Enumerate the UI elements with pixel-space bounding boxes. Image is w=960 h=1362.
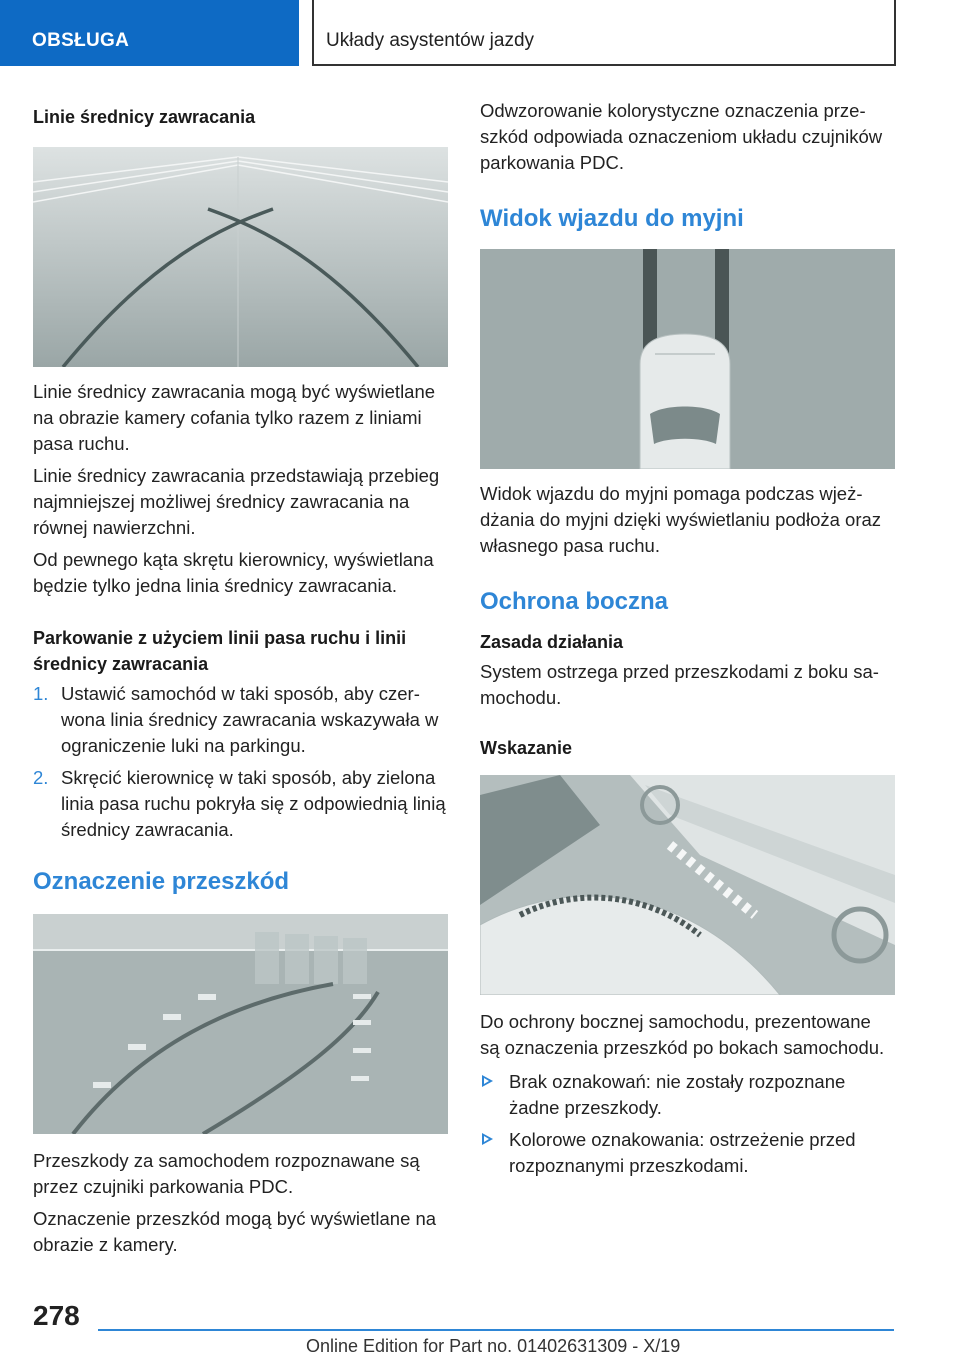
left-column: [33, 98, 448, 1258]
step-text: Ustawić samochód w taki sposób, aby czerwona linia średnicy zawracania wskazywała w ograniczenie luki na parkingu.: [61, 683, 439, 756]
marking-bullets: [480, 1069, 895, 1179]
step-number: 2.: [33, 767, 49, 788]
heading-display: Wskazanie: [480, 738, 573, 758]
heading-car-wash-view: Widok wjazdu do myjni: [480, 205, 744, 232]
page-header: [0, 0, 960, 66]
list-item: [480, 1069, 895, 1121]
chapter-title: Układy asystentów jazdy: [312, 0, 896, 66]
paragraph: Linie średnicy zawracania mogą być wyświetlane na obrazie kamery cofania tylko razem z liniami pasa ruchu.: [33, 381, 436, 454]
bullet-text: Brak oznakowań: nie zostały rozpoznane żadne przeszkody.: [509, 1071, 846, 1118]
heading-parking: Parkowanie z użyciem linii pasa ruchu i linii średnicy zawracania: [33, 628, 407, 674]
list-item: [33, 765, 448, 843]
turning-circle-figure: [33, 147, 448, 367]
car-wash-view-figure: [480, 249, 895, 469]
triangle-bullet-icon: [482, 1075, 493, 1087]
right-column: [480, 98, 895, 1179]
paragraph: Widok wjazdu do myjni pomaga podczas wjeżdżania do myjni dzięki wyświetlaniu podłoża oraz własnego pasa ruchu.: [480, 483, 882, 556]
list-item: [33, 681, 448, 759]
heading-side-protection: Ochrona boczna: [480, 588, 669, 615]
footer-edition: Online Edition for Part no. 01402631309 - X/19: [306, 1336, 681, 1356]
paragraph: Do ochrony bocznej samochodu, prezentowane są oznaczenia przeszkód po bokach samochodu.: [480, 1011, 885, 1058]
parking-steps: [33, 681, 448, 843]
paragraph: Linie średnicy zawracania przedstawiają przebieg najmniejszej możliwej średnicy zawracania na równej nawierzchni.: [33, 465, 440, 538]
obstacle-marking-figure: [33, 914, 448, 1134]
paragraph: Oznaczenie przeszkód mogą być wyświetlane na obrazie z kamery.: [33, 1208, 437, 1255]
heading-operating-principle: Zasada działania: [480, 632, 624, 652]
heading-obstacles: Oznaczenie przeszkód: [33, 868, 290, 895]
step-text: Skręcić kierownicę w taki sposób, aby zielona linia pasa ruchu pokryła się z odpowiednią linią średnicy zawracania.: [61, 767, 446, 840]
bullet-text: Kolorowe oznakowania: ostrzeżenie przed rozpoznanymi przeszkodami.: [509, 1129, 856, 1176]
paragraph: Odwzorowanie kolorystyczne oznaczenia przeszkód odpowiada oznaczeniom układu czujników parkowania PDC.: [480, 100, 883, 173]
paragraph: Przeszkody za samochodem rozpoznawane są przez czujniki parkowania PDC.: [33, 1150, 420, 1197]
footer-divider: [98, 1329, 894, 1331]
section-label: OBSŁUGA: [0, 0, 299, 66]
triangle-bullet-icon: [482, 1133, 493, 1145]
page-number: 278: [33, 1300, 80, 1331]
heading-turning-circle: Linie średnicy zawracania: [33, 107, 256, 127]
step-number: 1.: [33, 683, 49, 704]
list-item: [480, 1127, 895, 1179]
paragraph: Od pewnego kąta skrętu kierownicy, wyświetlana będzie tylko jedna linia średnicy zawracania.: [33, 549, 434, 596]
side-protection-figure: [480, 775, 895, 995]
paragraph: System ostrzega przed przeszkodami z boku samochodu.: [480, 661, 879, 708]
